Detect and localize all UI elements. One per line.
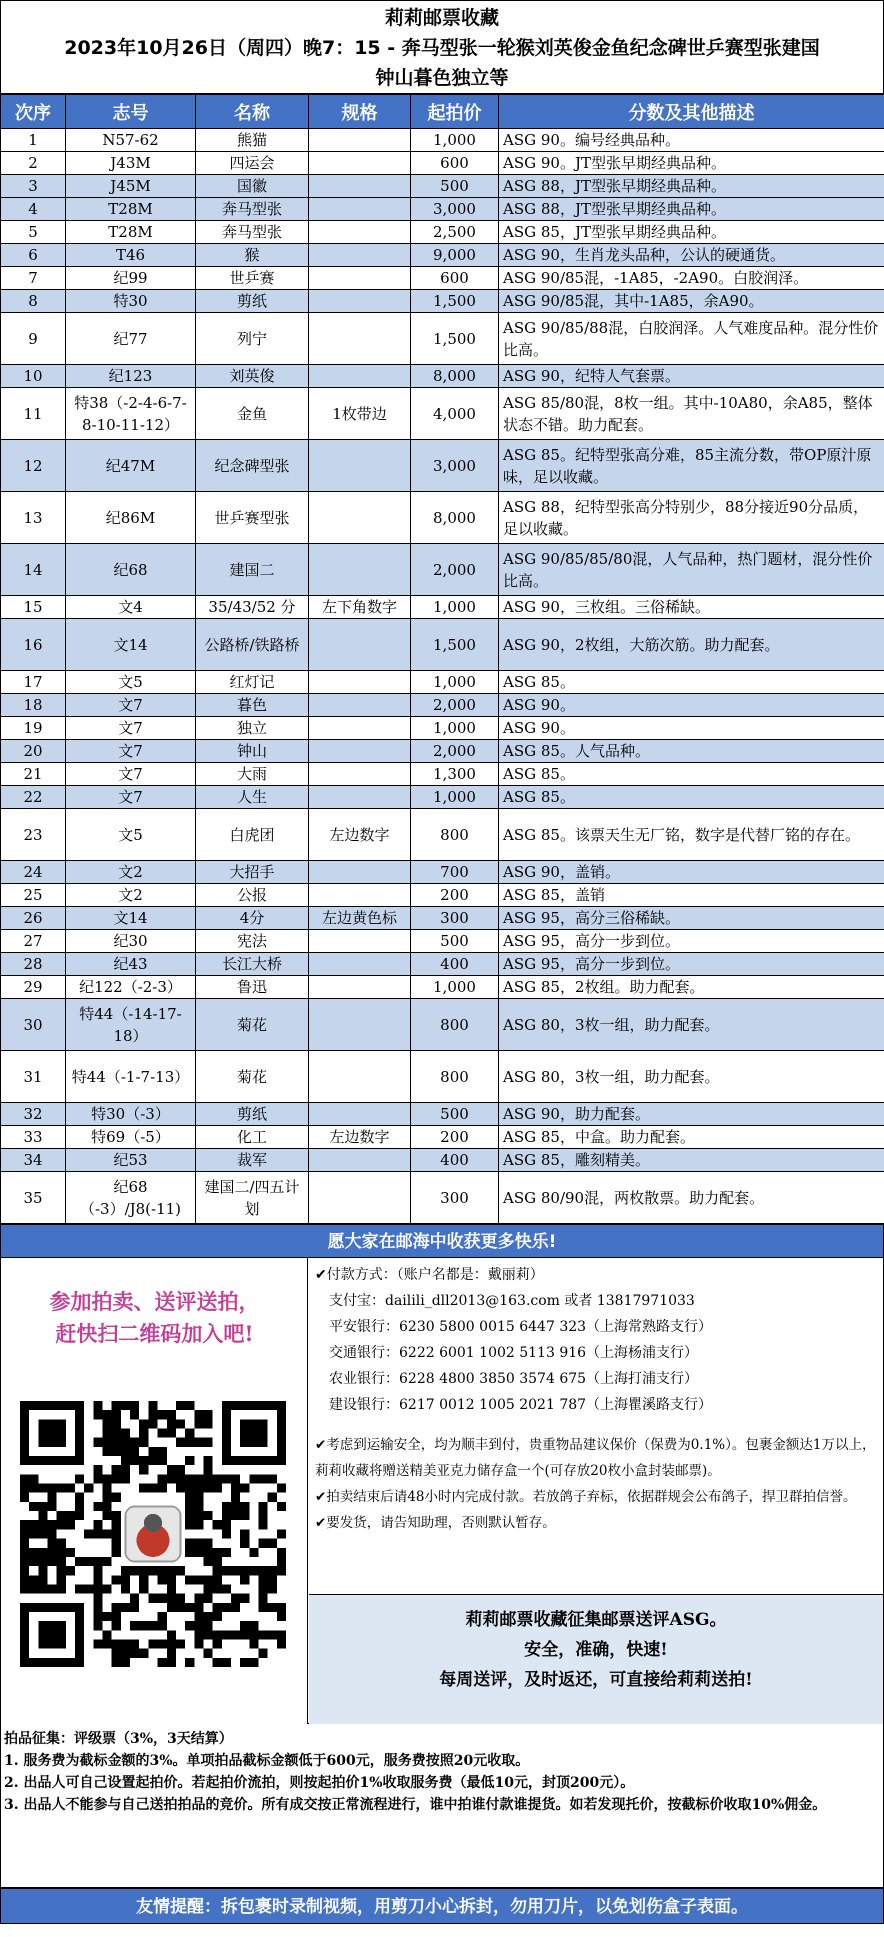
cell-desc: ASG 90，生肖龙头品种，公认的硬通货。	[499, 244, 884, 267]
table-row	[1, 619, 884, 671]
cell-price: 800	[411, 999, 499, 1051]
cell-spec	[309, 740, 411, 763]
cell-code: 文5	[66, 671, 196, 694]
cell-desc: ASG 90，2枚组，大筋次筋。助力配套。	[499, 619, 884, 671]
cell-order: 34	[1, 1149, 66, 1172]
cell-name: 熊猫	[196, 129, 309, 152]
cell-code: 文7	[66, 694, 196, 717]
cell-price: 1,000	[411, 717, 499, 740]
cell-desc: ASG 85，JT型张早期经典品种。	[499, 221, 884, 244]
cell-desc: ASG 90。编号经典品种。	[499, 129, 884, 152]
cell-price: 400	[411, 1149, 499, 1172]
cell-code: T28M	[66, 221, 196, 244]
cell-spec	[309, 930, 411, 953]
cell-desc: ASG 90。JT型张早期经典品种。	[499, 152, 884, 175]
cell-name: 奔马型张	[196, 198, 309, 221]
cell-spec	[309, 313, 411, 365]
cell-order: 11	[1, 388, 66, 440]
col-header-code: 志号	[66, 95, 196, 129]
cell-desc: ASG 95，高分一步到位。	[499, 953, 884, 976]
cell-code: 纪43	[66, 953, 196, 976]
table-row	[1, 244, 884, 267]
cell-order: 22	[1, 786, 66, 809]
cell-spec	[309, 694, 411, 717]
cell-order: 21	[1, 763, 66, 786]
cell-desc: ASG 85。人气品种。	[499, 740, 884, 763]
cell-desc: ASG 80，3枚一组，助力配套。	[499, 999, 884, 1051]
ad-line-1: 莉莉邮票收藏征集邮票送评ASG。	[465, 1610, 727, 1630]
cell-order: 25	[1, 884, 66, 907]
table-row	[1, 809, 884, 861]
cell-code: 纪122（-2-3）	[66, 976, 196, 999]
cell-spec	[309, 717, 411, 740]
cell-spec	[309, 884, 411, 907]
cell-price: 2,000	[411, 544, 499, 596]
cell-code: N57-62	[66, 129, 196, 152]
table-row	[1, 671, 884, 694]
cell-order: 13	[1, 492, 66, 544]
payment-title: ✔付款方式：（账户名都是：戴丽莉）	[315, 1267, 544, 1283]
cell-code: 特30（-3）	[66, 1103, 196, 1126]
cell-order: 18	[1, 694, 66, 717]
table-row	[1, 492, 884, 544]
cell-desc: ASG 80，3枚一组，助力配套。	[499, 1051, 884, 1103]
table-row	[1, 861, 884, 884]
ad-line-2: 安全，准确，快速!	[524, 1640, 668, 1660]
cell-price: 800	[411, 809, 499, 861]
cell-price: 1,000	[411, 596, 499, 619]
shipping-notes	[315, 1432, 879, 1536]
cell-desc: ASG 90/85/85/80混，人气品种，热门题材，混分性价比高。	[499, 544, 884, 596]
cell-name: 裁军	[196, 1149, 309, 1172]
cell-name: 大雨	[196, 763, 309, 786]
table-row	[1, 1103, 884, 1126]
cell-code: 文4	[66, 596, 196, 619]
cell-code: 特69（-5）	[66, 1126, 196, 1149]
table-row	[1, 365, 884, 388]
qr-code-icon[interactable]	[20, 1401, 286, 1667]
cell-desc: ASG 85。	[499, 763, 884, 786]
cell-name: 鲁迅	[196, 976, 309, 999]
collection-rules	[0, 1724, 884, 1888]
table-header-row	[1, 95, 884, 129]
cell-price: 1,500	[411, 290, 499, 313]
cell-code: J43M	[66, 152, 196, 175]
cell-price: 1,500	[411, 619, 499, 671]
asg-ad-box	[309, 1594, 883, 1724]
cell-price: 1,300	[411, 763, 499, 786]
cell-desc: ASG 90/85混，其中-1A85，余A90。	[499, 290, 884, 313]
ad-line-3: 每周送评，及时返还，可直接给莉莉送拍!	[439, 1670, 753, 1690]
cell-code: 纪77	[66, 313, 196, 365]
cell-desc: ASG 90/85混，-1A85，-2A90。白胶润泽。	[499, 267, 884, 290]
cell-code: 文2	[66, 861, 196, 884]
cell-order: 24	[1, 861, 66, 884]
table-row	[1, 786, 884, 809]
cell-order: 10	[1, 365, 66, 388]
cell-order: 35	[1, 1172, 66, 1224]
cell-spec: 左下角数字	[309, 596, 411, 619]
alipay-line: 支付宝：dailili_dll2013@163.com 或者 13817971033	[329, 1293, 695, 1309]
cell-spec: 左边黄色标	[309, 907, 411, 930]
cell-order: 27	[1, 930, 66, 953]
cell-code: J45M	[66, 175, 196, 198]
promo-line-1: 参加拍卖、送评送拍，	[49, 1289, 260, 1314]
cell-spec	[309, 129, 411, 152]
cell-desc: ASG 90，纪特人气套票。	[499, 365, 884, 388]
cell-price: 3,000	[411, 440, 499, 492]
cell-order: 17	[1, 671, 66, 694]
cell-spec	[309, 953, 411, 976]
table-row	[1, 440, 884, 492]
bank-line: 农业银行：6228 4800 3850 3574 675（上海打浦支行）	[329, 1371, 699, 1387]
cell-price: 300	[411, 907, 499, 930]
cell-order: 8	[1, 290, 66, 313]
cell-price: 2,500	[411, 221, 499, 244]
cell-desc: ASG 88，JT型张早期经典品种。	[499, 198, 884, 221]
cell-spec	[309, 763, 411, 786]
cell-desc: ASG 85。	[499, 786, 884, 809]
cell-price: 500	[411, 930, 499, 953]
col-header-spec: 规格	[309, 95, 411, 129]
cell-price: 200	[411, 884, 499, 907]
cell-spec	[309, 221, 411, 244]
cell-price: 2,000	[411, 740, 499, 763]
cell-code: 纪47M	[66, 440, 196, 492]
auction-table	[0, 94, 884, 1224]
cell-name: 公路桥/铁路桥	[196, 619, 309, 671]
cell-name: 国徽	[196, 175, 309, 198]
cell-name: 菊花	[196, 1051, 309, 1103]
cell-code: 特30	[66, 290, 196, 313]
cell-name: 列宁	[196, 313, 309, 365]
cell-name: 剪纸	[196, 290, 309, 313]
cell-code: 文7	[66, 717, 196, 740]
table-row	[1, 152, 884, 175]
cell-name: 暮色	[196, 694, 309, 717]
cell-desc: ASG 85，2枚组。助力配套。	[499, 976, 884, 999]
cell-price: 1,000	[411, 976, 499, 999]
table-row	[1, 313, 884, 365]
cell-spec	[309, 976, 411, 999]
cell-spec	[309, 198, 411, 221]
cell-spec	[309, 544, 411, 596]
cell-code: 纪123	[66, 365, 196, 388]
cell-name: 白虎团	[196, 809, 309, 861]
cell-spec	[309, 267, 411, 290]
table-row	[1, 740, 884, 763]
cell-spec	[309, 999, 411, 1051]
cell-order: 6	[1, 244, 66, 267]
cell-spec	[309, 152, 411, 175]
cell-desc: ASG 85。	[499, 671, 884, 694]
cell-order: 3	[1, 175, 66, 198]
table-row	[1, 694, 884, 717]
cell-price: 2,000	[411, 694, 499, 717]
cell-name: 世乒赛型张	[196, 492, 309, 544]
table-row	[1, 999, 884, 1051]
cell-code: 文14	[66, 619, 196, 671]
cell-price: 8,000	[411, 492, 499, 544]
cell-desc: ASG 90/85/88混，白胶润泽。人气难度品种。混分性价比高。	[499, 313, 884, 365]
cell-order: 19	[1, 717, 66, 740]
cell-price: 1,500	[411, 313, 499, 365]
cell-code: 纪68（-3）/J8(-11)	[66, 1172, 196, 1224]
promo-line-2: 赶快扫二维码加入吧!	[55, 1321, 254, 1346]
cell-price: 1,000	[411, 129, 499, 152]
cell-order: 5	[1, 221, 66, 244]
table-row	[1, 1149, 884, 1172]
cell-spec	[309, 1172, 411, 1224]
cell-name: 四运会	[196, 152, 309, 175]
cell-name: 建国二/四五计划	[196, 1172, 309, 1224]
cell-spec	[309, 244, 411, 267]
cell-desc: ASG 95，高分一步到位。	[499, 930, 884, 953]
auction-date-line: 2023年10月26日（周四）晚7：15 - 奔马型张一轮猴刘英俊金鱼纪念碑世乒赛型张建国	[64, 37, 820, 59]
cell-price: 800	[411, 1051, 499, 1103]
collection-rule: 3. 出品人不能参与自己送拍拍品的竞价。所有成交按正常流程进行，谁中拍谁付款谁提货。如若发现托价，按截标价收取10%佣金。	[4, 1797, 827, 1813]
cell-order: 1	[1, 129, 66, 152]
table-row	[1, 953, 884, 976]
cell-spec: 左边数字	[309, 809, 411, 861]
cell-name: 独立	[196, 717, 309, 740]
cell-order: 30	[1, 999, 66, 1051]
table-row	[1, 717, 884, 740]
bank-line: 平安银行：6230 5800 0015 6447 323（上海常熟路支行）	[329, 1319, 713, 1335]
cell-name: 奔马型张	[196, 221, 309, 244]
banner: 愿大家在邮海中收获更多快乐!	[0, 1224, 884, 1258]
cell-code: 纪30	[66, 930, 196, 953]
cell-code: 文7	[66, 740, 196, 763]
cell-code: 特44（-1-7-13）	[66, 1051, 196, 1103]
cell-desc: ASG 95，高分三俗稀缺。	[499, 907, 884, 930]
cell-name: 宪法	[196, 930, 309, 953]
cell-spec	[309, 619, 411, 671]
note-item: ✔拍卖结束后请48小时内完成付款。若放鸽子弃标，依据群规会公布鸽子，捍卫群拍信誉。	[315, 1489, 857, 1505]
cell-spec	[309, 365, 411, 388]
cell-desc: ASG 85，盖销	[499, 884, 884, 907]
table-row	[1, 907, 884, 930]
note-item: ✔考虑到运输安全，均为顺丰到付，贵重物品建议保价（保费为0.1%）。包裹金额达1万以上，莉莉收藏将赠送精美亚克力储存盒一个(可存放20枚小盒封装邮票)。	[315, 1437, 876, 1479]
cell-order: 20	[1, 740, 66, 763]
cell-name: 剪纸	[196, 1103, 309, 1126]
cell-price: 400	[411, 953, 499, 976]
cell-name: 35/43/52 分	[196, 596, 309, 619]
cell-name: 纪念碑型张	[196, 440, 309, 492]
cell-name: 公报	[196, 884, 309, 907]
table-row	[1, 1126, 884, 1149]
cell-name: 人生	[196, 786, 309, 809]
qr-panel	[1, 1258, 308, 1724]
table-row	[1, 1172, 884, 1224]
cell-spec: 左边数字	[309, 1126, 411, 1149]
collection-rule: 2. 出品人可自己设置起拍价。若起拍价流拍，则按起拍价1%收取服务费（最低10元，封顶200元）。	[4, 1775, 635, 1791]
table-row	[1, 129, 884, 152]
cell-order: 32	[1, 1103, 66, 1126]
cell-spec	[309, 290, 411, 313]
cell-spec	[309, 1051, 411, 1103]
cell-spec	[309, 1149, 411, 1172]
table-row	[1, 221, 884, 244]
cell-order: 2	[1, 152, 66, 175]
cell-spec	[309, 440, 411, 492]
cell-order: 23	[1, 809, 66, 861]
table-row	[1, 1051, 884, 1103]
cell-spec	[309, 786, 411, 809]
cell-name: 猴	[196, 244, 309, 267]
page-header	[0, 0, 884, 94]
cell-spec	[309, 671, 411, 694]
cell-desc: ASG 90，三枚组。三俗稀缺。	[499, 596, 884, 619]
cell-code: 特44（-14-17-18）	[66, 999, 196, 1051]
cell-order: 33	[1, 1126, 66, 1149]
bank-line: 交通银行：6222 6001 1002 5113 916（上海杨浦支行）	[329, 1345, 699, 1361]
table-row	[1, 930, 884, 953]
cell-order: 26	[1, 907, 66, 930]
cell-order: 4	[1, 198, 66, 221]
cell-spec	[309, 861, 411, 884]
table-row	[1, 388, 884, 440]
cell-price: 700	[411, 861, 499, 884]
cell-code: 特38（-2-4-6-7-8-10-11-12）	[66, 388, 196, 440]
cell-price: 3,000	[411, 198, 499, 221]
cell-desc: ASG 85。纪特型张高分难，85主流分数，带OP原汁原味，足以收藏。	[499, 440, 884, 492]
page-title: 莉莉邮票收藏	[384, 7, 499, 29]
cell-order: 7	[1, 267, 66, 290]
cell-code: 纪68	[66, 544, 196, 596]
cell-desc: ASG 88，纪特型张高分特别少，88分接近90分品质，足以收藏。	[499, 492, 884, 544]
payment-info	[309, 1258, 883, 1594]
cell-code: 文7	[66, 763, 196, 786]
cell-code: 文2	[66, 884, 196, 907]
cell-order: 31	[1, 1051, 66, 1103]
cell-price: 500	[411, 1103, 499, 1126]
col-header-name: 名称	[196, 95, 309, 129]
cell-desc: ASG 85。该票天生无厂铭，数字是代替厂铭的存在。	[499, 809, 884, 861]
cell-name: 红灯记	[196, 671, 309, 694]
cell-name: 建国二	[196, 544, 309, 596]
collection-rule: 1. 服务费为截标金额的3%。单项拍品截标金额低于600元，服务费按照20元收取。	[4, 1753, 530, 1769]
col-header-price: 起拍价	[411, 95, 499, 129]
info-section	[0, 1258, 884, 1724]
cell-price: 600	[411, 267, 499, 290]
cell-name: 大招手	[196, 861, 309, 884]
cell-order: 14	[1, 544, 66, 596]
bank-line: 建设银行：6217 0012 1005 2021 787（上海瞿溪路支行）	[329, 1397, 713, 1413]
cell-desc: ASG 85/80混，8枚一组。其中-10A80，余A85，整体状态不错。助力配套。	[499, 388, 884, 440]
cell-price: 600	[411, 152, 499, 175]
footer-reminder: 友情提醒：拆包裹时录制视频，用剪刀小心拆封，勿用刀片，以免划伤盒子表面。	[0, 1888, 884, 1924]
table-row	[1, 976, 884, 999]
cell-order: 15	[1, 596, 66, 619]
cell-desc: ASG 90。	[499, 717, 884, 740]
cell-code: T46	[66, 244, 196, 267]
cell-name: 金鱼	[196, 388, 309, 440]
promo-text	[1, 1286, 308, 1350]
cell-price: 9,000	[411, 244, 499, 267]
cell-price: 1,000	[411, 786, 499, 809]
cell-order: 28	[1, 953, 66, 976]
table-row	[1, 175, 884, 198]
cell-code: 文7	[66, 786, 196, 809]
cell-desc: ASG 88，JT型张早期经典品种。	[499, 175, 884, 198]
cell-spec	[309, 1103, 411, 1126]
cell-desc: ASG 90。	[499, 694, 884, 717]
cell-spec	[309, 492, 411, 544]
cell-order: 29	[1, 976, 66, 999]
cell-order: 12	[1, 440, 66, 492]
cell-name: 世乒赛	[196, 267, 309, 290]
auction-items-line: 钟山暮色独立等	[375, 67, 509, 89]
cell-code: 纪99	[66, 267, 196, 290]
cell-code: 纪53	[66, 1149, 196, 1172]
collection-title: 拍品征集：评级票（3%，3天结算）	[4, 1731, 233, 1747]
cell-name: 刘英俊	[196, 365, 309, 388]
cell-desc: ASG 90，助力配套。	[499, 1103, 884, 1126]
table-row	[1, 290, 884, 313]
table-row	[1, 267, 884, 290]
cell-desc: ASG 80/90混，两枚散票。助力配套。	[499, 1172, 884, 1224]
cell-price: 200	[411, 1126, 499, 1149]
table-row	[1, 596, 884, 619]
cell-price: 4,000	[411, 388, 499, 440]
cell-order: 9	[1, 313, 66, 365]
cell-code: 文5	[66, 809, 196, 861]
col-header-order: 次序	[1, 95, 66, 129]
table-row	[1, 198, 884, 221]
cell-name: 4分	[196, 907, 309, 930]
cell-spec	[309, 175, 411, 198]
cell-code: T28M	[66, 198, 196, 221]
cell-desc: ASG 85，中盒。助力配套。	[499, 1126, 884, 1149]
cell-name: 化工	[196, 1126, 309, 1149]
cell-name: 钟山	[196, 740, 309, 763]
cell-code: 文14	[66, 907, 196, 930]
cell-desc: ASG 85，雕刻精美。	[499, 1149, 884, 1172]
cell-price: 1,000	[411, 671, 499, 694]
cell-price: 8,000	[411, 365, 499, 388]
table-row	[1, 544, 884, 596]
cell-spec: 1枚带边	[309, 388, 411, 440]
cell-order: 16	[1, 619, 66, 671]
note-item: ✔要发货，请告知助理，否则默认暂存。	[315, 1515, 556, 1531]
cell-desc: ASG 90，盖销。	[499, 861, 884, 884]
table-row	[1, 763, 884, 786]
col-header-desc: 分数及其他描述	[499, 95, 884, 129]
cell-name: 菊花	[196, 999, 309, 1051]
cell-name: 长江大桥	[196, 953, 309, 976]
table-row	[1, 884, 884, 907]
cell-price: 500	[411, 175, 499, 198]
cell-price: 300	[411, 1172, 499, 1224]
cell-code: 纪86M	[66, 492, 196, 544]
